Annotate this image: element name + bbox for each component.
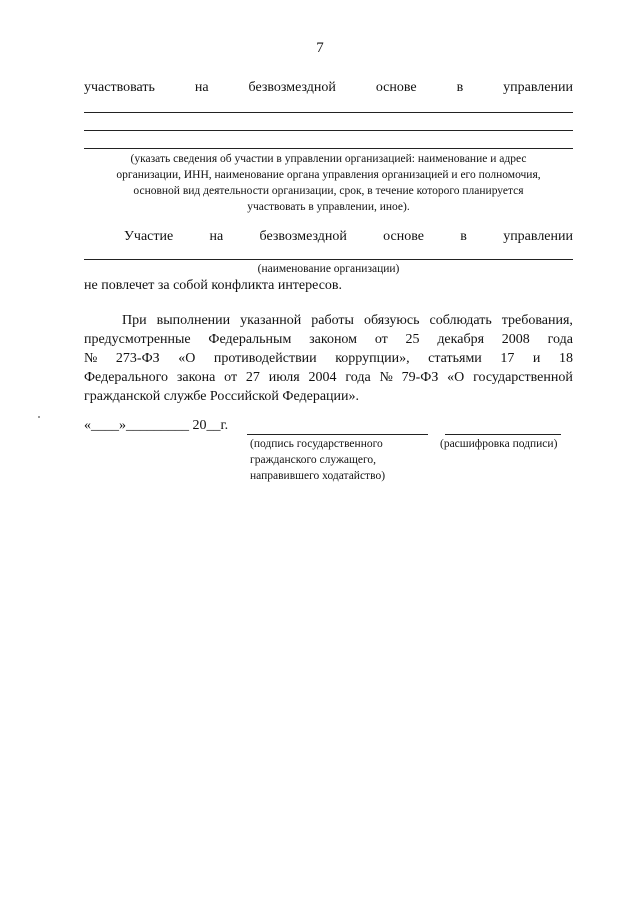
signature-decode-caption: (расшифровка подписи) <box>440 438 558 450</box>
fill-line[interactable] <box>84 148 573 149</box>
paragraph-line: При выполнении указанной работы обязуюсь соблюдать требования, <box>122 313 573 328</box>
word: основе <box>375 80 417 95</box>
participation-line-2 <box>124 229 573 245</box>
date-field[interactable]: «____»_________ 20__г. <box>84 418 229 433</box>
word: управлении <box>503 229 573 244</box>
paragraph-line: Федерального закона от 27 июля 2004 года № 79-ФЗ «О государственной <box>84 370 573 385</box>
word: безвозмездной <box>248 80 336 95</box>
word: безвозмездной <box>259 229 347 244</box>
paragraph-line: гражданской службе Российской Федерации». <box>84 389 360 404</box>
fill-line[interactable] <box>84 112 573 113</box>
instruction-note: (указать сведения об участии в управлении организацией: наименование и адрес организации, ИНН, наименование органа управления организацией и его полномочия, основной вид деятельности организации, срок, в течение которого планируется участвовать в управлении, иное). <box>116 153 541 213</box>
page-number: 7 <box>316 40 324 56</box>
signature-line[interactable] <box>247 434 428 435</box>
scan-speck <box>38 416 40 418</box>
word: участвовать <box>84 80 155 95</box>
word: на <box>209 229 224 244</box>
word: Участие <box>124 229 174 244</box>
participation-line-1 <box>84 80 573 96</box>
conflict-statement: не повлечет за собой конфликта интересов. <box>84 278 343 293</box>
word: управлении <box>503 80 573 95</box>
obligation-paragraph <box>84 311 573 406</box>
signature-caption: (подпись государственного гражданского служащего, направившего ходатайство) <box>250 438 386 482</box>
word: основе <box>383 229 424 244</box>
fill-line[interactable] <box>84 130 573 131</box>
organization-name-caption: (наименование организации) <box>257 263 400 275</box>
organization-name-line[interactable] <box>84 259 573 260</box>
paragraph-line: № 273-ФЗ «О противодействии коррупции», статьями 17 и 18 <box>84 351 573 366</box>
word: в <box>456 80 464 95</box>
word: на <box>194 80 209 95</box>
word: в <box>460 229 467 244</box>
paragraph-line: предусмотренные Федеральным законом от 25 декабря 2008 года <box>84 332 573 347</box>
signature-decode-line[interactable] <box>445 434 561 435</box>
